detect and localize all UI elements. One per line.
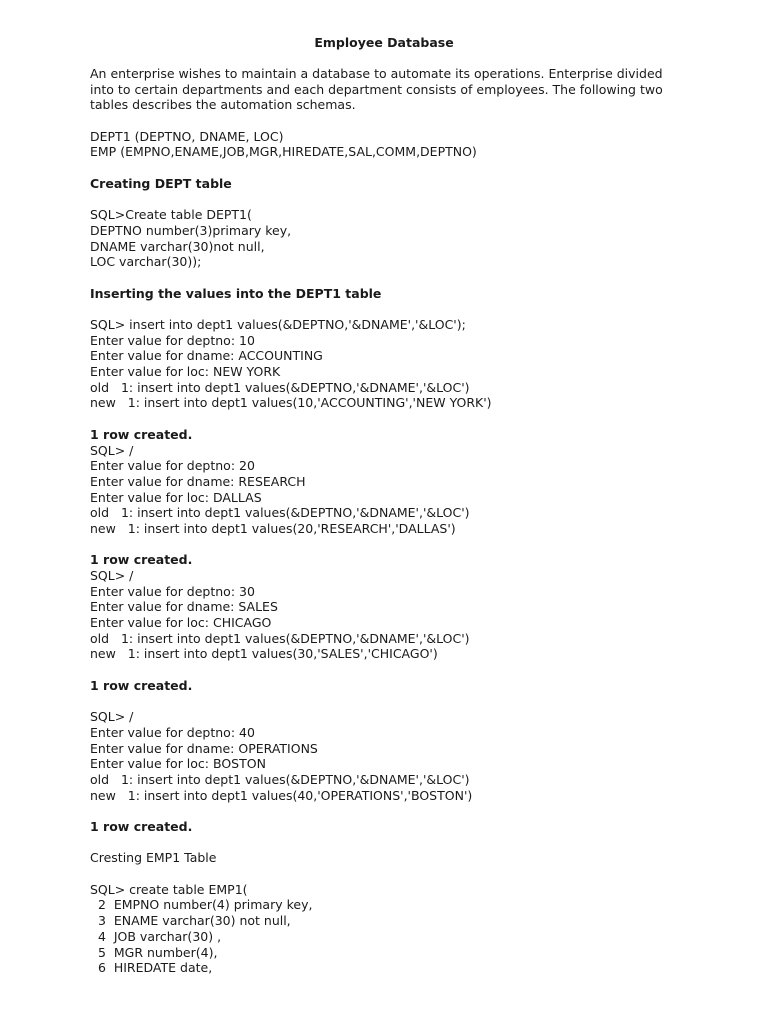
code-line: Enter value for loc: NEW YORK bbox=[90, 364, 281, 380]
code-line: new 1: insert into dept1 values(10,'ACCOUNTING','NEW YORK') bbox=[90, 395, 492, 411]
code-line: SQL> insert into dept1 values(&DEPTNO,'&DNAME','&LOC'); bbox=[90, 317, 466, 333]
code-line: DEPTNO number(3)primary key, bbox=[90, 222, 292, 238]
code-line: Enter value for dname: RESEARCH bbox=[90, 473, 306, 489]
row-created-message: 1 row created. bbox=[90, 819, 193, 835]
code-line: old 1: insert into dept1 values(&DEPTNO,'&DNAME','&LOC') bbox=[90, 505, 470, 521]
code-line: LOC varchar(30)); bbox=[90, 254, 202, 270]
document-body bbox=[90, 66, 680, 976]
code-line: 4 JOB varchar(30) , bbox=[90, 928, 222, 944]
code-line: 6 HIREDATE date, bbox=[90, 960, 213, 976]
code-line: DNAME varchar(30)not null, bbox=[90, 238, 265, 254]
code-line: Enter value for loc: BOSTON bbox=[90, 756, 266, 772]
section-heading: Inserting the values into the DEPT1 table bbox=[90, 285, 382, 301]
code-line: SQL> / bbox=[90, 568, 134, 584]
code-line: 5 MGR number(4), bbox=[90, 944, 218, 960]
code-line: 3 ENAME varchar(30) not null, bbox=[90, 913, 291, 929]
row-created-message: 1 row created. bbox=[90, 552, 193, 568]
code-line: SQL> create table EMP1( bbox=[90, 881, 248, 897]
row-created-message: 1 row created. bbox=[90, 426, 193, 442]
schema-line: DEPT1 (DEPTNO, DNAME, LOC) bbox=[90, 128, 284, 144]
code-line: Enter value for dname: SALES bbox=[90, 599, 278, 615]
code-line: new 1: insert into dept1 values(20,'RESEARCH','DALLAS') bbox=[90, 520, 456, 536]
code-line: new 1: insert into dept1 values(40,'OPERATIONS','BOSTON') bbox=[90, 787, 473, 803]
code-line: SQL>Create table DEPT1( bbox=[90, 207, 252, 223]
code-line: 2 EMPNO number(4) primary key, bbox=[90, 897, 313, 913]
code-line: Enter value for deptno: 10 bbox=[90, 332, 255, 348]
intro-paragraph: An enterprise wishes to maintain a database to automate its operations. Enterprise divided into to certain departments and each department consists of employees. The following two tables describes the automation schemas. bbox=[90, 66, 663, 113]
code-line: old 1: insert into dept1 values(&DEPTNO,'&DNAME','&LOC') bbox=[90, 379, 470, 395]
code-line: Enter value for loc: DALLAS bbox=[90, 489, 262, 505]
document-title: Employee Database bbox=[314, 35, 454, 50]
schema-line: EMP (EMPNO,ENAME,JOB,MGR,HIREDATE,SAL,COMM,DEPTNO) bbox=[90, 144, 477, 160]
section-heading: Creating DEPT table bbox=[90, 175, 232, 191]
code-line: Enter value for loc: CHICAGO bbox=[90, 615, 272, 631]
section-heading-plain: Cresting EMP1 Table bbox=[90, 850, 217, 866]
code-line: Enter value for dname: OPERATIONS bbox=[90, 740, 318, 756]
code-line: old 1: insert into dept1 values(&DEPTNO,'&DNAME','&LOC') bbox=[90, 630, 470, 646]
code-line: Enter value for deptno: 30 bbox=[90, 583, 255, 599]
code-line: SQL> / bbox=[90, 442, 134, 458]
code-line: new 1: insert into dept1 values(30,'SALES','CHICAGO') bbox=[90, 646, 438, 662]
code-line: Enter value for dname: ACCOUNTING bbox=[90, 348, 323, 364]
code-line: Enter value for deptno: 40 bbox=[90, 724, 255, 740]
row-created-message: 1 row created. bbox=[90, 677, 193, 693]
code-line: old 1: insert into dept1 values(&DEPTNO,'&DNAME','&LOC') bbox=[90, 771, 470, 787]
code-line: Enter value for deptno: 20 bbox=[90, 458, 255, 474]
code-line: SQL> / bbox=[90, 709, 134, 725]
